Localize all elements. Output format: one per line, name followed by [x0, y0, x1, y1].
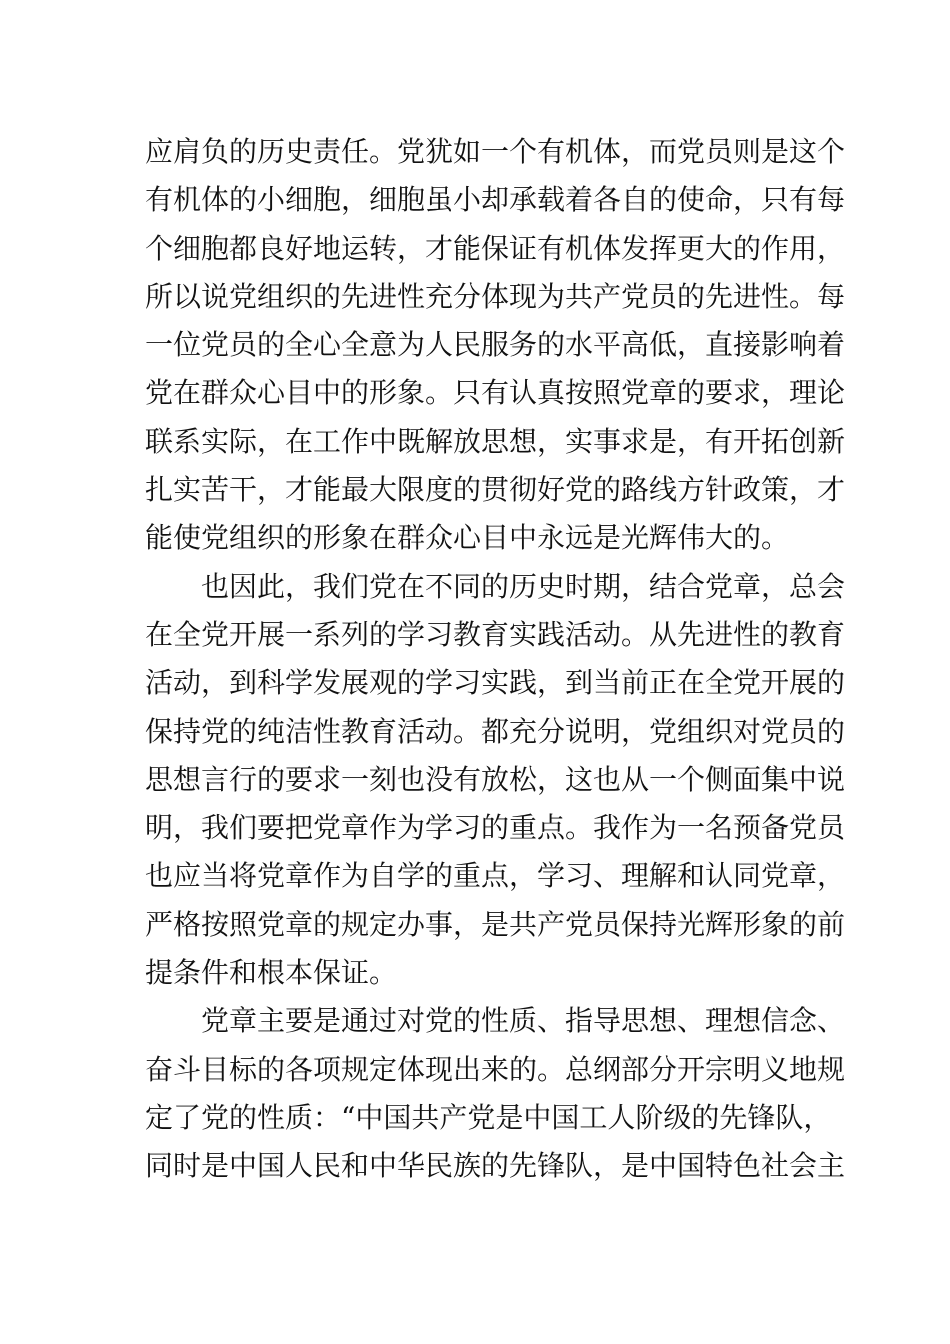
text-line: 奋斗目标的各项规定体现出来的。总纲部分开宗明义地规 [145, 1052, 846, 1086]
text-line: 所以说党组织的先进性充分体现为共产党员的先进性。每 [145, 279, 846, 313]
text-line: 在全党开展一系列的学习教育实践活动。从先进性的教育 [145, 617, 846, 651]
text-line: 提条件和根本保证。 [145, 956, 398, 990]
text-line: 也应当将党章作为自学的重点，学习、理解和认同党章， [145, 859, 846, 893]
text-line: 严格按照党章的规定办事，是共产党员保持光辉形象的前 [145, 907, 846, 941]
text-line: 党在群众心目中的形象。只有认真按照党章的要求，理论 [145, 376, 846, 410]
text-line: 能使党组织的形象在群众心目中永远是光辉伟大的。 [145, 521, 790, 555]
text-line: 扎实苦干，才能最大限度的贯彻好党的路线方针政策，才 [145, 473, 846, 507]
text-line: 活动，到科学发展观的学习实践，到当前正在全党开展的 [145, 666, 846, 700]
text-line: 思想言行的要求一刻也没有放松，这也从一个侧面集中说 [145, 762, 846, 796]
text-line: 保持党的纯洁性教育活动。都充分说明，党组织对党员的 [145, 714, 846, 748]
document-body [145, 128, 846, 1191]
text-line: 联系实际，在工作中既解放思想，实事求是，有开拓创新 [145, 424, 846, 458]
text-line: 同时是中国人民和中华民族的先锋队，是中国特色社会主 [145, 1149, 846, 1183]
text-line: 定了党的性质：“中国共产党是中国工人阶级的先锋队， [145, 1100, 832, 1134]
text-line: 明，我们要把党章作为学习的重点。我作为一名预备党员 [145, 811, 846, 845]
text-line: 也因此，我们党在不同的历史时期，结合党章，总会 [201, 569, 846, 603]
text-line: 应肩负的历史责任。党犹如一个有机体，而党员则是这个 [145, 135, 846, 168]
text-line: 一位党员的全心全意为人民服务的水平高低，直接影响着 [145, 328, 846, 362]
text-line: 个细胞都良好地运转，才能保证有机体发挥更大的作用， [145, 231, 846, 265]
text-line: 有机体的小细胞，细胞虽小却承载着各自的使命，只有每 [145, 183, 846, 217]
text-line: 党章主要是通过对党的性质、指导思想、理想信念、 [201, 1004, 846, 1038]
